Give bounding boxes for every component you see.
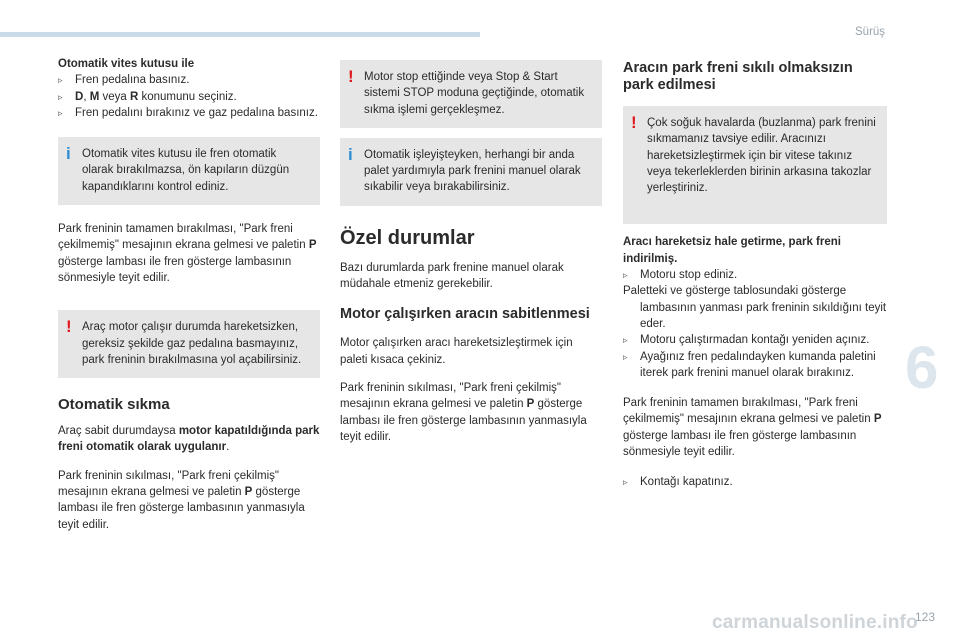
column-1 [58,56,320,533]
section-title: Sürüş [855,26,886,38]
bullet-arrow-icon: ▹ [623,335,628,346]
list-item: ▹ Motoru stop ediniz. [623,267,887,283]
section-heading: Otomatik sıkma [58,396,170,414]
column-3 [623,60,887,491]
lead-text: Aracı hareketsiz hale getirme, park freni indirilmiş. [623,236,841,265]
bullet-arrow-icon: ▹ [623,351,628,362]
bullet-arrow-icon: ▹ [58,91,63,102]
paragraph: Park freninin sıkılması, "Park freni çekilmiş" mesajının ekrana gelmesi ve paletin P gösterge lambası ile fren gösterge lambasının yanmasıyla teyit edilir. [340,381,587,443]
chapter-number: 6 [905,334,939,401]
paragraph: Motor çalışırken aracı hareketsizleştirmek için paleti kısaca çekiniz. [340,337,573,366]
info-icon: i [348,144,353,164]
subsection-heading: Motor çalışırken aracın sabitlenmesi [340,306,590,323]
paragraph: Paletteki ve gösterge tablosundaki gösterge lambasının yanması park freninin sıkıldığını teyit eder. [623,285,887,330]
list-item: ▹ D, M veya R konumunu seçiniz. [58,89,320,105]
page-number: 123 [915,610,936,624]
bullet-arrow-icon: ▹ [58,107,63,118]
info-icon: i [66,144,71,164]
section-heading: Özel durumlar [340,226,475,249]
list-item: ▹ Kontağı kapatınız. [623,474,887,490]
bullet-arrow-icon: ▹ [623,270,628,281]
paragraph: Araç sabit durumdaysa motor kapatıldığında park freni otomatik olarak uygulanır. [58,425,320,454]
column-2 [340,60,602,445]
list-item: ▹ Ayağınız fren pedalındayken kumanda paletini iterek park frenini manuel olarak bırakınız. [623,350,876,379]
paragraph: Park freninin tamamen bırakılması, "Park freni çekilmemiş" mesajının ekrana gelmesi ve paletin P gösterge lambası ile fren gösterge lambasının sönmesiyle teyit edilir. [58,223,317,284]
info-box: i Otomatik vites kutusu ile fren otomatik olarak bırakılmazsa, ön kapıların düzgün kapandıklarını kontrol ediniz. [58,137,320,205]
intro-title: Otomatik vites kutusu ile [58,58,195,70]
warning-box: ! Araç motor çalışır durumda hareketsizken, gereksiz şekilde gaz pedalına basmayınız, park freninin bırakılmasına yol açabilirsiniz. [58,310,320,378]
header-bar [0,32,480,37]
bullet-arrow-icon: ▹ [623,477,628,488]
warning-box: ! Motor stop ettiğinde veya Stop & Start sistemi STOP moduna geçtiğinde, otomatik sıkma işlemi gerçekleşmez. [340,60,602,128]
list-item: ▹ Fren pedalına basınız. [58,72,320,88]
paragraph: Bazı durumlarda park frenine manuel olarak müdahale etmeniz gerekebilir. [340,261,564,291]
warning-icon: ! [631,113,637,132]
list-item: ▹ Fren pedalını bırakınız ve gaz pedalına basınız. [58,105,320,121]
paragraph: Park freninin sıkılması, "Park freni çekilmiş" mesajının ekrana gelmesi ve paletin P gösterge lambası ile fren gösterge lambasının yanmasıyla teyit edilir. [58,469,305,531]
warning-icon: ! [66,317,72,337]
warning-icon: ! [348,67,354,86]
warning-box: ! Çok soğuk havalarda (buzlanma) park frenini sıkmamanız tavsiye edilir. Aracınızı hareketsizleştirmek için bir vitese takınız veya tekerleklerden birinin arkasına takozlar yerleştiriniz. [623,106,887,224]
paragraph: Park freninin tamamen bırakılması, "Park freni çekilmemiş" mesajının ekrana gelmesi ve paletin P gösterge lambası ile fren gösterge lambasının sönmesiyle teyit edilir. [623,397,882,459]
section-heading: Aracın park freni sıkılı olmaksızın park edilmesi [623,60,853,93]
footer-watermark: carmanualsonline.info [712,612,918,633]
bullet-arrow-icon: ▹ [58,75,63,86]
list-item: ▹ Motoru çalıştırmadan kontağı yeniden açınız. [623,332,887,348]
info-box: i Otomatik işleyişteyken, herhangi bir anda palet yardımıyla park frenini manuel olarak sıkabilir veya bırakabilirsiniz. [340,138,602,206]
